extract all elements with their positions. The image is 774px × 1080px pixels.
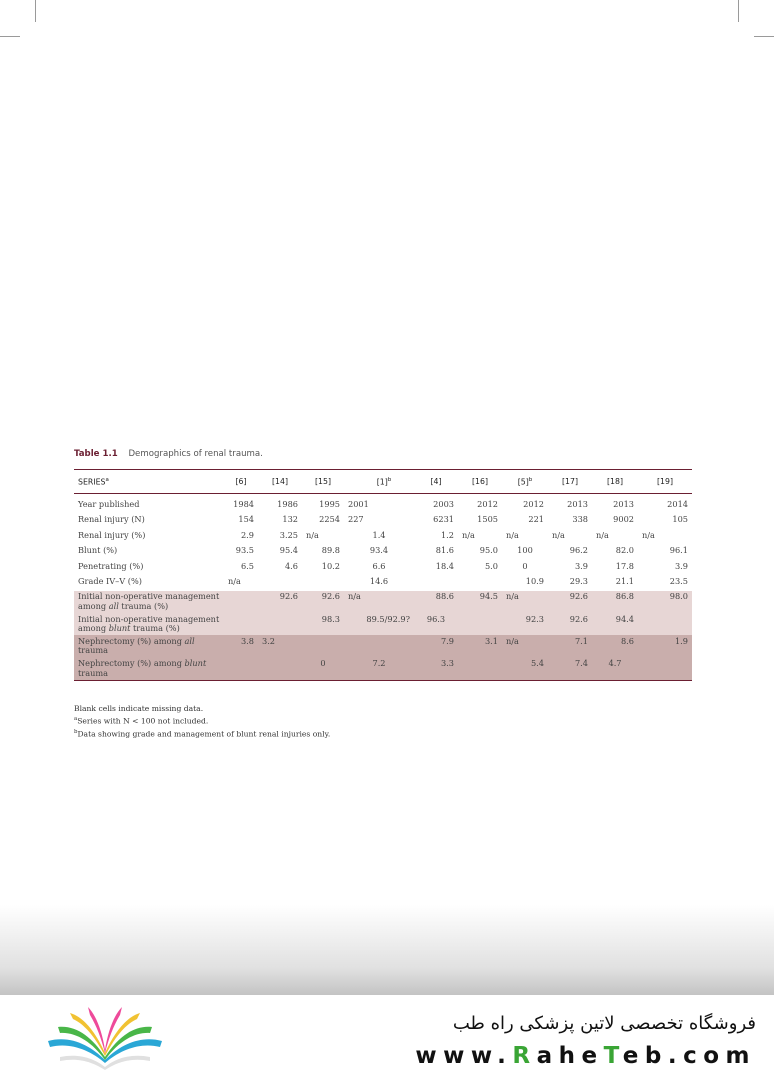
table-cell: 1995: [319, 499, 340, 509]
table-cell: 3.9: [674, 560, 688, 571]
store-url[interactable]: www.RaheTeb.com: [415, 1043, 756, 1069]
table-cell: 2013: [613, 499, 634, 509]
table-cell: 3.9: [574, 560, 588, 571]
table-cell: n/a: [552, 529, 565, 540]
row-label: Initial non-operative management among all trauma (%): [74, 591, 224, 613]
table-cell: 92.6: [548, 591, 592, 613]
header-ref-5: $[5]^b$: [502, 470, 548, 494]
table-cell: 95.4: [279, 545, 298, 556]
row-label: Nephrectomy (%) among all trauma: [74, 635, 224, 657]
row-label: Initial non-operative management among blunt trauma (%): [74, 613, 224, 635]
table-cell: 2254: [319, 514, 340, 525]
header-ref-15: [15]: [302, 470, 344, 494]
header-ref-6: [6]: [224, 470, 258, 494]
table-cell: 93.5: [235, 545, 254, 556]
table-cell: [638, 657, 692, 680]
table-cell: 2012: [477, 499, 498, 509]
table-cell: 96.3: [414, 613, 458, 635]
crop-mark-left: [0, 36, 20, 37]
table-number: Table 1.1: [74, 449, 118, 459]
table-cell: 3.1: [458, 635, 502, 657]
table-row: [74, 591, 692, 613]
crop-mark-top-left: [35, 0, 36, 22]
table-cell: 21.1: [615, 575, 634, 586]
header-ref-1: $[1]^b$: [344, 470, 414, 494]
table-cell: 2014: [667, 499, 688, 509]
table-cell: [224, 613, 258, 635]
header-series: SERIES$^a$: [74, 470, 224, 494]
table-row: [74, 514, 692, 529]
table-cell: 6.5: [240, 560, 254, 571]
table-cell: [224, 591, 258, 613]
table-cell: 96.2: [569, 545, 588, 556]
crop-mark-right: [754, 36, 774, 37]
table-cell: 92.6: [258, 591, 302, 613]
table-cell: 29.3: [569, 575, 588, 586]
header-ref-14: [14]: [258, 470, 302, 494]
table-cell: n/a: [502, 635, 548, 657]
table-cell: [224, 657, 258, 680]
table-cell: 18.4: [435, 560, 454, 571]
table-cell: [302, 575, 344, 590]
table-row: [74, 575, 692, 590]
table-cell: 338: [572, 514, 588, 525]
table-cell: [258, 575, 302, 590]
table-cell: [458, 575, 502, 590]
table-cell: 132: [282, 514, 298, 525]
footnote-blank: Blank cells indicate missing data.: [74, 704, 204, 713]
store-name-persian: فروشگاه تخصصی لاتین پزشکی راه طب: [452, 1013, 756, 1034]
table-header-row: [74, 470, 692, 494]
table-cell: 2012: [523, 499, 544, 509]
table-cell: 0: [302, 657, 344, 680]
table-cell: 3.25: [279, 529, 298, 540]
header-ref-19: [19]: [638, 470, 692, 494]
table-row: [74, 613, 692, 635]
row-label: Penetrating (%): [78, 560, 144, 571]
table-cell: [414, 575, 458, 590]
footnote-b: $^b$Data showing grade and management of blunt renal injuries only.: [74, 728, 331, 739]
table-cell: 10.9: [525, 575, 544, 586]
table-caption: [74, 449, 263, 459]
table-cell: 2013: [567, 499, 588, 509]
table-cell: 6.6: [372, 560, 386, 571]
table-cell: 7.4: [548, 657, 592, 680]
header-ref-4: [4]: [414, 470, 458, 494]
table-cell: n/a: [306, 529, 319, 540]
table-title: Demographics of renal trauma.: [128, 449, 263, 459]
table-cell: 81.6: [435, 545, 454, 556]
table-cell: 2003: [433, 499, 454, 509]
table-row: [74, 494, 692, 514]
table-cell: 227: [348, 514, 364, 525]
table-cell: 92.6: [548, 613, 592, 635]
table-cell: [458, 613, 502, 635]
table-cell: 98.0: [638, 591, 692, 613]
row-label: Renal injury (%): [78, 529, 146, 540]
row-label: Grade IV–V (%): [78, 575, 142, 586]
table-cell: 98.3: [302, 613, 344, 635]
table-cell: [258, 657, 302, 680]
table-cell: 94.4: [592, 613, 638, 635]
table-row: [74, 560, 692, 575]
table-cell: 7.9: [414, 635, 458, 657]
table-cell: 92.3: [502, 613, 548, 635]
book-logo-icon: [40, 1005, 170, 1070]
table-cell: [458, 657, 502, 680]
table-cell: 92.6: [302, 591, 344, 613]
table-cell: 154: [238, 514, 254, 525]
row-label: Year published: [78, 499, 140, 509]
table-cell: 1505: [477, 514, 498, 525]
table-cell: 1.4: [372, 529, 386, 540]
table-cell: 7.2: [344, 657, 414, 680]
table-cell: 3.2: [258, 635, 302, 657]
table-cell: 88.6: [414, 591, 458, 613]
row-label: Renal injury (N): [78, 514, 145, 525]
header-ref-16: [16]: [458, 470, 502, 494]
table-cell: 0: [522, 560, 528, 571]
table-cell: 1986: [277, 499, 298, 509]
table-cell: 9002: [613, 514, 634, 525]
table-cell: 96.1: [669, 545, 688, 556]
footnote-a: $^a$Series with N < 100 not included.: [74, 716, 209, 726]
page-shadow: [0, 905, 774, 995]
table-cell: n/a: [462, 529, 475, 540]
table-cell: 93.4: [369, 545, 389, 556]
row-label: Blunt (%): [78, 545, 118, 556]
table-cell: 5.0: [484, 560, 498, 571]
table-cell: 86.8: [592, 591, 638, 613]
table-cell: n/a: [596, 529, 609, 540]
table-cell: 5.4: [502, 657, 548, 680]
table-cell: [344, 635, 414, 657]
table-cell: 3.8: [224, 635, 258, 657]
table-cell: 2001: [348, 499, 369, 509]
table-cell: 1984: [233, 499, 254, 509]
header-ref-18: [18]: [592, 470, 638, 494]
table-cell: 94.5: [458, 591, 502, 613]
renal-trauma-table: [74, 469, 692, 681]
table-cell: n/a: [228, 575, 241, 586]
row-label: Nephrectomy (%) among blunt trauma: [74, 657, 224, 680]
footer-banner: [0, 995, 774, 1080]
table-cell: n/a: [502, 591, 548, 613]
table-cell: 105: [672, 514, 688, 525]
table-cell: 23.5: [669, 575, 688, 586]
table-cell: 17.8: [615, 560, 634, 571]
table-cell: 3.3: [414, 657, 458, 680]
table-row: [74, 529, 692, 544]
header-ref-17: [17]: [548, 470, 592, 494]
table-cell: [638, 613, 692, 635]
table-cell: 2.9: [240, 529, 254, 540]
table-cell: 89.5/92.9?: [344, 613, 414, 635]
table-cell: n/a: [344, 591, 414, 613]
table-cell: 6231: [433, 514, 454, 525]
table-row: [74, 545, 692, 560]
table-cell: 89.8: [321, 545, 340, 556]
table-cell: 7.1: [548, 635, 592, 657]
table-cell: 221: [528, 514, 544, 525]
table-cell: [302, 635, 344, 657]
crop-mark-top-right: [738, 0, 739, 22]
table-cell: [258, 613, 302, 635]
table-cell: 14.6: [369, 575, 389, 586]
table-row: [74, 657, 692, 680]
table-cell: n/a: [506, 529, 519, 540]
table-cell: 1.9: [638, 635, 692, 657]
table-footnotes: [74, 704, 330, 740]
table-cell: 4.7: [592, 657, 638, 680]
table-row: [74, 635, 692, 657]
table-cell: 1.2: [440, 529, 454, 540]
table-cell: 95.0: [479, 545, 498, 556]
table-cell: 8.6: [592, 635, 638, 657]
table-cell: 4.6: [284, 560, 298, 571]
table-cell: 100: [517, 545, 533, 556]
table-cell: 10.2: [321, 560, 340, 571]
table-cell: 82.0: [615, 545, 634, 556]
table-cell: n/a: [642, 529, 655, 540]
